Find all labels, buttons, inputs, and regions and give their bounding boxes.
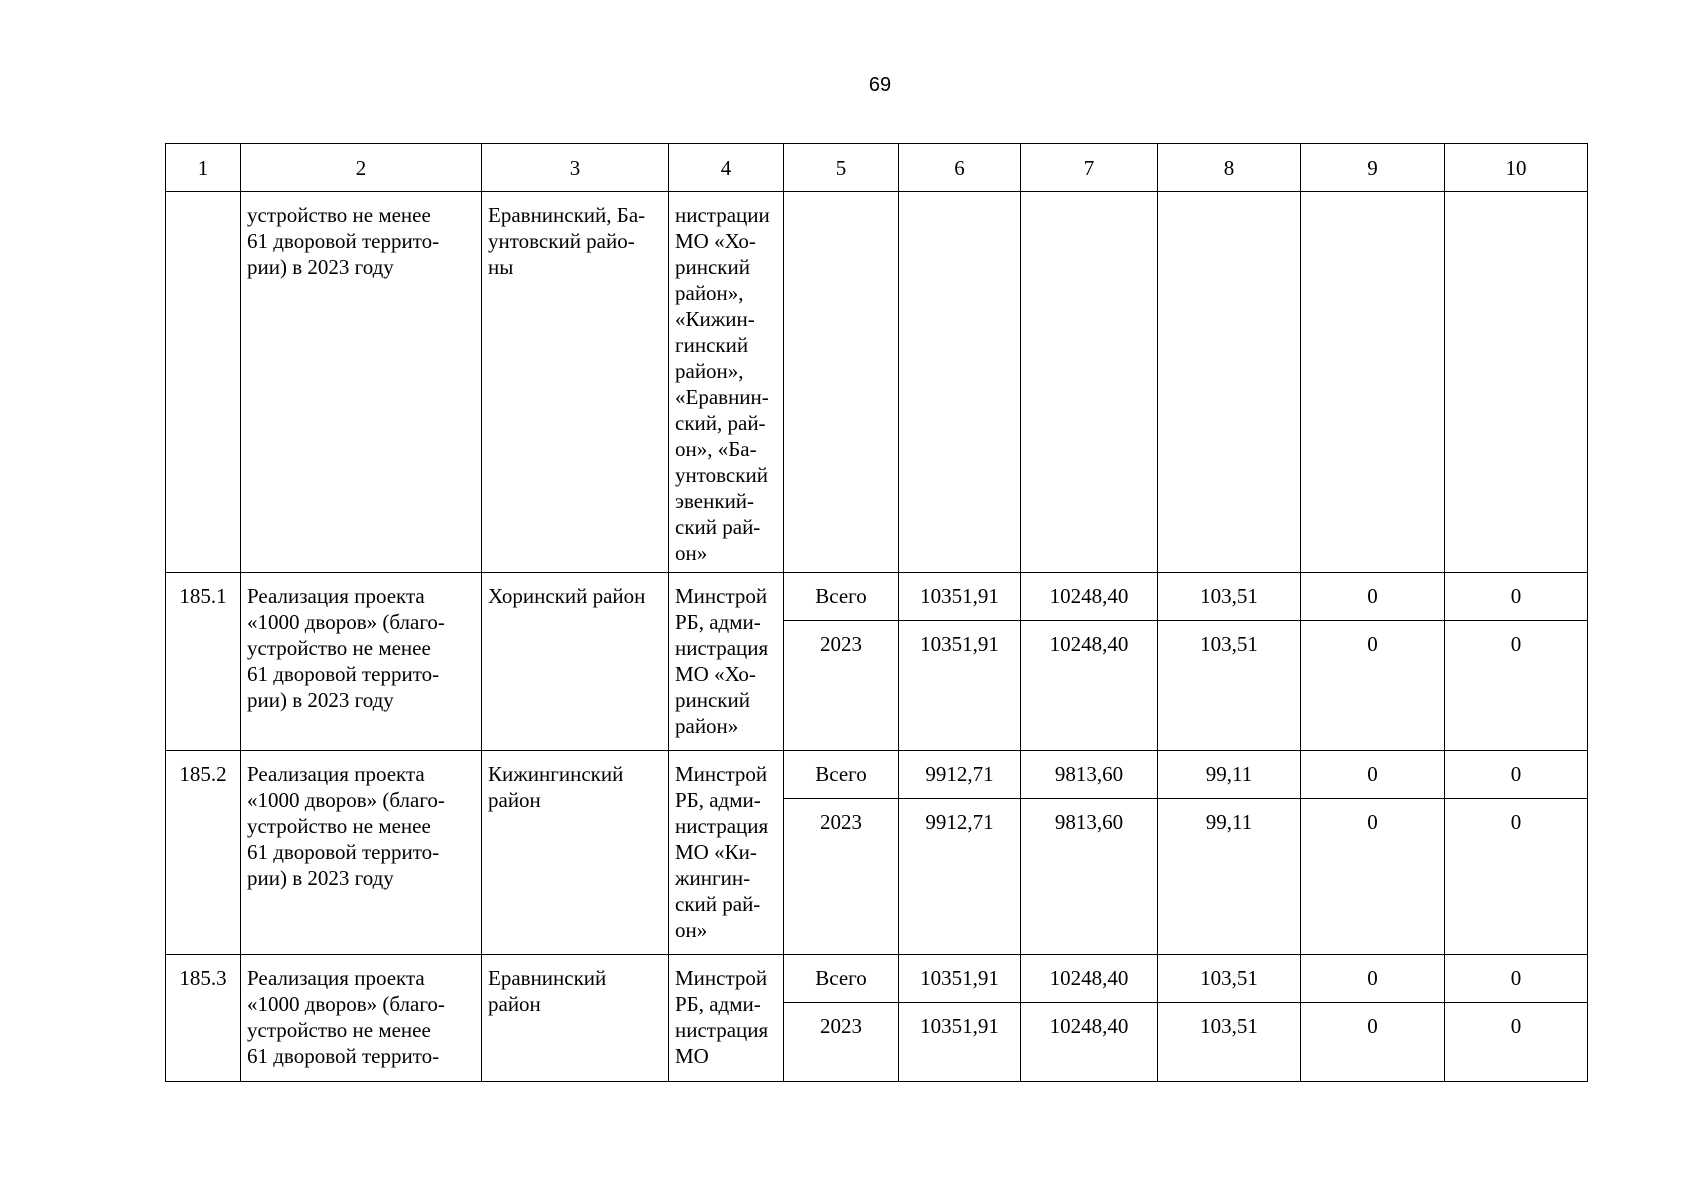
amount-cell: 0 [1301,573,1445,621]
column-number: 10 [1445,144,1588,192]
column-number: 4 [669,144,784,192]
column-number: 3 [482,144,669,192]
amount-cell: 9813,60 [1021,751,1158,799]
amount-cell: 10248,40 [1021,573,1158,621]
executor-cell: Минстрой РБ, адми- нистрация МО [669,955,784,1082]
column-number-row [166,144,1588,192]
total-amount-cell: 10351,91 [899,621,1021,751]
empty-cell [784,192,899,573]
district-cell: Хоринский район [482,573,669,751]
event-name-cell: Реализация проекта «1000 дворов» (благо- устройство не менее 61 дворовой террито- [241,955,482,1082]
amount-cell: 0 [1445,955,1588,1003]
total-amount-cell: 10351,91 [899,573,1021,621]
amount-cell: 0 [1301,751,1445,799]
executor-cell: нистрации МО «Хо- ринский район», «Кижин- гинский район», «Еравнин- ский, рай- он», «Ба- унтовский эвенкий- ский рай- он» [669,192,784,573]
amount-cell: 9813,60 [1021,799,1158,955]
amount-cell: 0 [1301,955,1445,1003]
column-number: 2 [241,144,482,192]
period-cell: 2023 [784,621,899,751]
column-number: 7 [1021,144,1158,192]
amount-cell: 0 [1301,621,1445,751]
district-cell: Кижингинский район [482,751,669,955]
amount-cell: 0 [1301,1003,1445,1082]
column-number: 5 [784,144,899,192]
amount-cell: 0 [1445,573,1588,621]
amount-cell: 0 [1445,751,1588,799]
district-cell: Еравнинский, Ба- унтовский райо- ны [482,192,669,573]
total-amount-cell: 10351,91 [899,1003,1021,1082]
empty-cell [166,192,241,573]
empty-cell [1021,192,1158,573]
column-number: 1 [166,144,241,192]
amount-cell: 10248,40 [1021,955,1158,1003]
item-number-cell: 185.2 [166,751,241,955]
total-amount-cell: 10351,91 [899,955,1021,1003]
period-cell: 2023 [784,1003,899,1082]
total-amount-cell: 9912,71 [899,799,1021,955]
amount-cell: 103,51 [1158,621,1301,751]
amount-cell: 0 [1445,799,1588,955]
event-name-cell: Реализация проекта «1000 дворов» (благо- устройство не менее 61 дворовой террито- рии) в 2023 году [241,573,482,751]
empty-cell [1301,192,1445,573]
table-row [166,955,1588,1003]
column-number: 6 [899,144,1021,192]
table-row [166,573,1588,621]
column-number: 9 [1301,144,1445,192]
period-cell: 2023 [784,799,899,955]
empty-cell [1445,192,1588,573]
amount-cell: 10248,40 [1021,621,1158,751]
period-cell: Всего [784,751,899,799]
amount-cell: 99,11 [1158,751,1301,799]
event-name-cell: Реализация проекта «1000 дворов» (благо- устройство не менее 61 дворовой террито- рии) в 2023 году [241,751,482,955]
amount-cell: 0 [1445,621,1588,751]
amount-cell: 103,51 [1158,955,1301,1003]
page-number: 69 [868,74,892,96]
amount-cell: 10248,40 [1021,1003,1158,1082]
amount-cell: 103,51 [1158,1003,1301,1082]
amount-cell: 99,11 [1158,799,1301,955]
period-cell: Всего [784,955,899,1003]
column-number: 8 [1158,144,1301,192]
total-amount-cell: 9912,71 [899,751,1021,799]
amount-cell: 103,51 [1158,573,1301,621]
item-number-cell: 185.1 [166,573,241,751]
district-cell: Еравнинский район [482,955,669,1082]
item-number-cell: 185.3 [166,955,241,1082]
empty-cell [1158,192,1301,573]
table-row [166,751,1588,799]
executor-cell: Минстрой РБ, адми- нистрация МО «Ки- жингин- ский рай- он» [669,751,784,955]
amount-cell: 0 [1301,799,1445,955]
event-name-cell: устройство не менее 61 дворовой террито- рии) в 2023 году [241,192,482,573]
executor-cell: Минстрой РБ, адми- нистрация МО «Хо- ринский район» [669,573,784,751]
period-cell: Всего [784,573,899,621]
amount-cell: 0 [1445,1003,1588,1082]
empty-cell [899,192,1021,573]
budget-table [165,143,1588,1082]
continuation-row [166,192,1588,573]
